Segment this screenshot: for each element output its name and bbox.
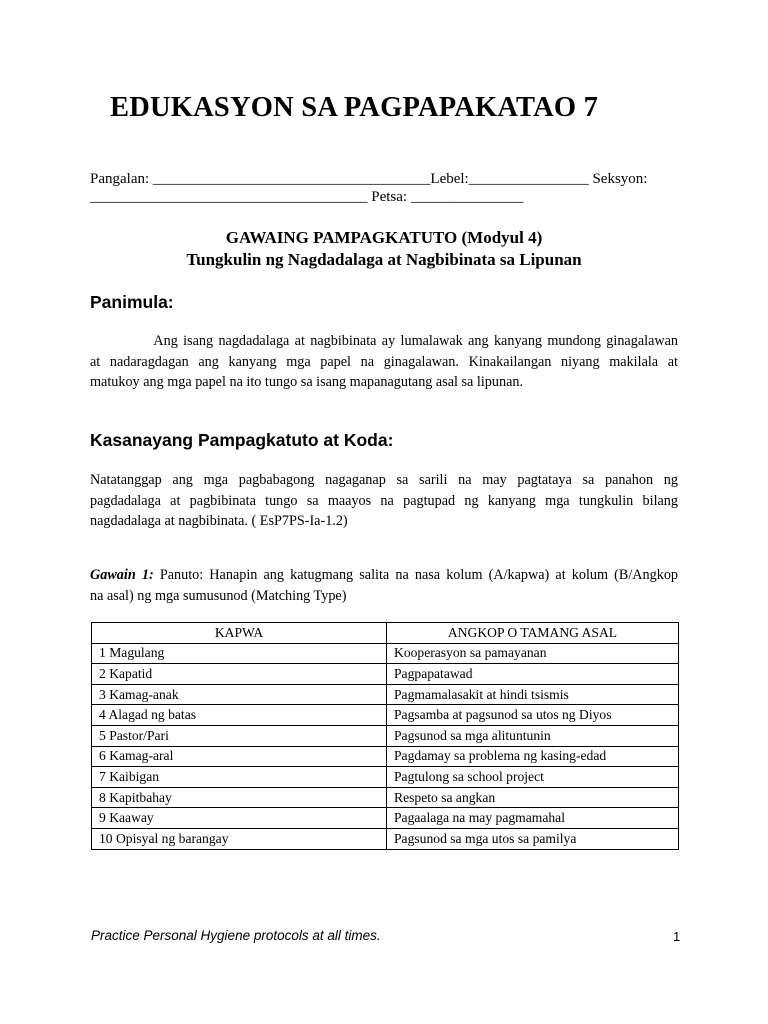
table-row (92, 828, 679, 849)
asal-cell: Respeto sa angkan (387, 787, 679, 808)
asal-cell: Kooperasyon sa pamayanan (387, 643, 679, 664)
asal-cell: Pagtulong sa school project (387, 767, 679, 788)
panimula-line: matukoy ang mga papel na ito tungo sa isang mapanagutang asal sa lipunan. (90, 374, 524, 390)
asal-cell: Pagsamba at pagsunod sa utos ng Diyos (387, 705, 679, 726)
kasanayan-line: nagdadalaga at nagbibinata. ( EsP7PS-Ia-1.2) (90, 513, 348, 529)
footer-reminder: Practice Personal Hygiene protocols at all times. (91, 928, 381, 943)
kapwa-cell: 1 Magulang (92, 643, 387, 664)
table-row (92, 746, 679, 767)
kapwa-cell: 3 Kamag-anak (92, 684, 387, 705)
asal-cell: Pagdamay sa problema ng kasing-edad (387, 746, 679, 767)
kapwa-cell: 7 Kaibigan (92, 767, 387, 788)
kapwa-cell: 5 Pastor/Pari (92, 725, 387, 746)
kasanayan-heading: Kasanayang Pampagkatuto at Koda: (90, 430, 394, 450)
table-header-row (92, 623, 679, 644)
gawain-line-1 (90, 565, 678, 586)
kasanayan-line: pagdadalaga at pagbibinata tungo sa maayos na pagtupad ng kanyang mga tungkulin bilang (90, 492, 678, 509)
page-number: 1 (673, 929, 681, 944)
asal-cell: Pagmamalasakit at hindi tsismis (387, 684, 679, 705)
kasanayan-line: Natatanggap ang mga pagbabagong nagaganap sa sarili na may pagtataya sa panahon ng (90, 472, 678, 488)
panimula-line: at nadaragdagan ang kanyang mga papel na ginagalawan. Kinakailangan niyang makilala at (90, 353, 678, 370)
panimula-paragraph (90, 331, 678, 393)
activity-subheading: Tungkulin ng Nagdadalaga at Nagbibinata sa Lipunan (186, 250, 582, 269)
table-row (92, 787, 679, 808)
document-title: EDUKASYON SA PAGPAPAKATAO 7 (110, 92, 599, 123)
gawain-instruction-text: Panuto: Hanapin ang katugmang salita na nasa kolum (A/kapwa) at kolum (B/Angkop (153, 567, 679, 583)
table-row (92, 643, 679, 664)
panimula-line: Ang isang nagdadalaga at nagbibinata ay lumalawak ang kanyang mundong ginagalawan (90, 333, 678, 349)
table-row (92, 684, 679, 705)
column-header-angkop: ANGKOP O TAMANG ASAL (387, 623, 679, 644)
date-line: _____________________________________ Petsa: _______________ (90, 189, 524, 205)
table-row (92, 767, 679, 788)
activity-heading: GAWAING PAMPAGKATUTO (Modyul 4) (225, 228, 543, 247)
panimula-heading: Panimula: (90, 292, 174, 312)
kapwa-cell: 4 Alagad ng batas (92, 705, 387, 726)
table-row (92, 664, 679, 685)
column-header-kapwa: KAPWA (92, 623, 387, 644)
asal-cell: Pagsunod sa mga utos sa pamilya (387, 828, 679, 849)
kapwa-cell: 9 Kaaway (92, 808, 387, 829)
kapwa-cell: 2 Kapatid (92, 664, 387, 685)
kapwa-cell: 6 Kamag-aral (92, 746, 387, 767)
gawain-label: Gawain 1: (90, 567, 154, 583)
matching-table (91, 622, 679, 850)
asal-cell: Pagsunod sa mga alituntunin (387, 725, 679, 746)
table-row (92, 705, 679, 726)
kapwa-cell: 8 Kapitbahay (92, 787, 387, 808)
name-level-section-line: Pangalan: _____________________________________Lebel:________________ Seksyon: (90, 171, 648, 187)
asal-cell: Pagpapatawad (387, 664, 679, 685)
kasanayan-paragraph (90, 470, 678, 532)
gawain-instruction (90, 565, 678, 606)
table-row (92, 808, 679, 829)
asal-cell: Pagaalaga na may pagmamahal (387, 808, 679, 829)
kapwa-cell: 10 Opisyal ng barangay (92, 828, 387, 849)
gawain-line-2: na asal) ng mga sumusunod (Matching Type) (90, 587, 347, 604)
table-row (92, 725, 679, 746)
